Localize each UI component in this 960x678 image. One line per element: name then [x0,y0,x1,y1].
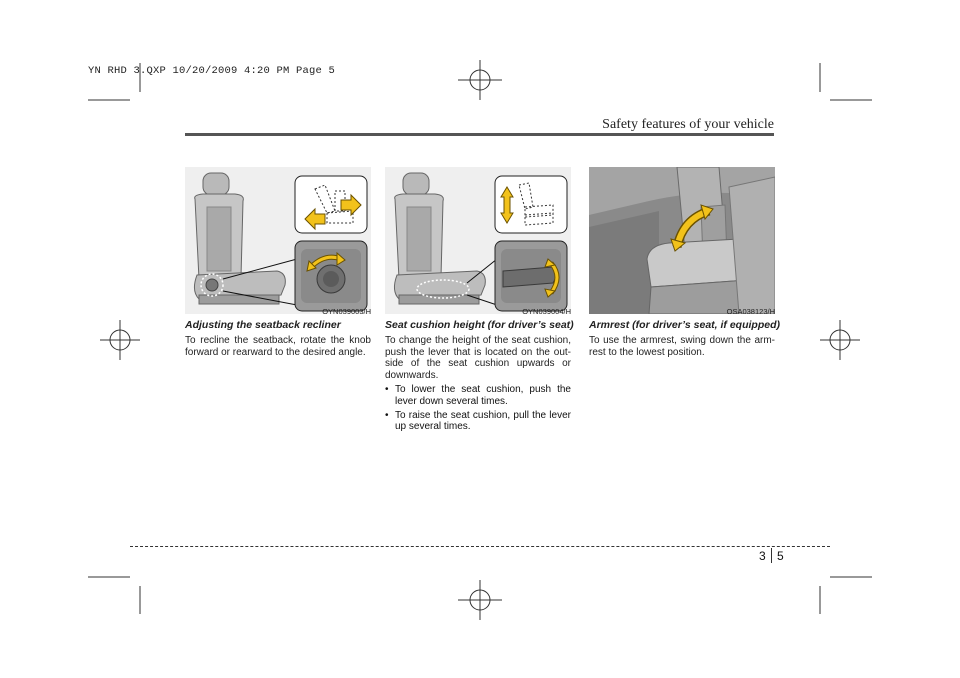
inset-height-diagram [495,176,567,233]
crop-mark-icon [820,63,872,100]
inset-recline-diagram [295,176,367,233]
bullet-list [385,384,571,432]
page-number: 5 [777,549,784,563]
page-number-divider [771,548,772,563]
registration-mark-icon [820,320,860,360]
header-rule [185,133,774,136]
section-heading: Adjusting the seatback recliner [185,319,341,331]
registration-mark-icon [458,60,502,100]
print-slug: YN RHD 3.QXP 10/20/2009 4:20 PM Page 5 [88,65,336,77]
section-heading: Seat cushion height (for driver’s seat) [385,319,574,331]
section-title: Safety features of your vehicle [602,117,774,132]
figure-seatback-recliner [185,167,371,314]
paragraph: To recline the seatback, rotate the knob forward or rearward to the desired angle. [185,335,371,358]
figure-armrest [589,167,775,314]
paragraph: To use the armrest, swing down the arm-rest to the lowest position. [589,335,775,358]
section-heading: Armrest (for driver’s seat, if equipped) [589,319,780,331]
registration-mark-icon [100,320,140,360]
crop-mark-icon [820,577,872,614]
seat-illustration [194,173,297,305]
list-item: • To raise the seat cushion, pull the lever up several times. [385,410,571,433]
column-seatback-recliner [185,319,371,358]
figure-code: OYN039003/H [322,307,371,316]
inset-lever-closeup [495,241,567,311]
paragraph: To change the height of the seat cushion, push the lever that is located on the out-side of the seat cushion upwards or downwards. [385,335,571,381]
figure-code: OSA038123/H [726,307,775,316]
crop-mark-icon [88,577,140,614]
footer-rule [130,546,830,547]
figure-code: OYN039004/H [522,307,571,316]
seat-illustration [394,173,497,305]
chapter-number: 3 [759,549,766,563]
figure-seat-cushion-height [385,167,571,314]
inset-knob-closeup [295,241,367,311]
column-armrest [589,319,780,358]
list-item: • To lower the seat cushion, push the lever down several times. [385,384,571,407]
registration-mark-icon [458,580,502,620]
column-seat-cushion-height [385,319,574,433]
